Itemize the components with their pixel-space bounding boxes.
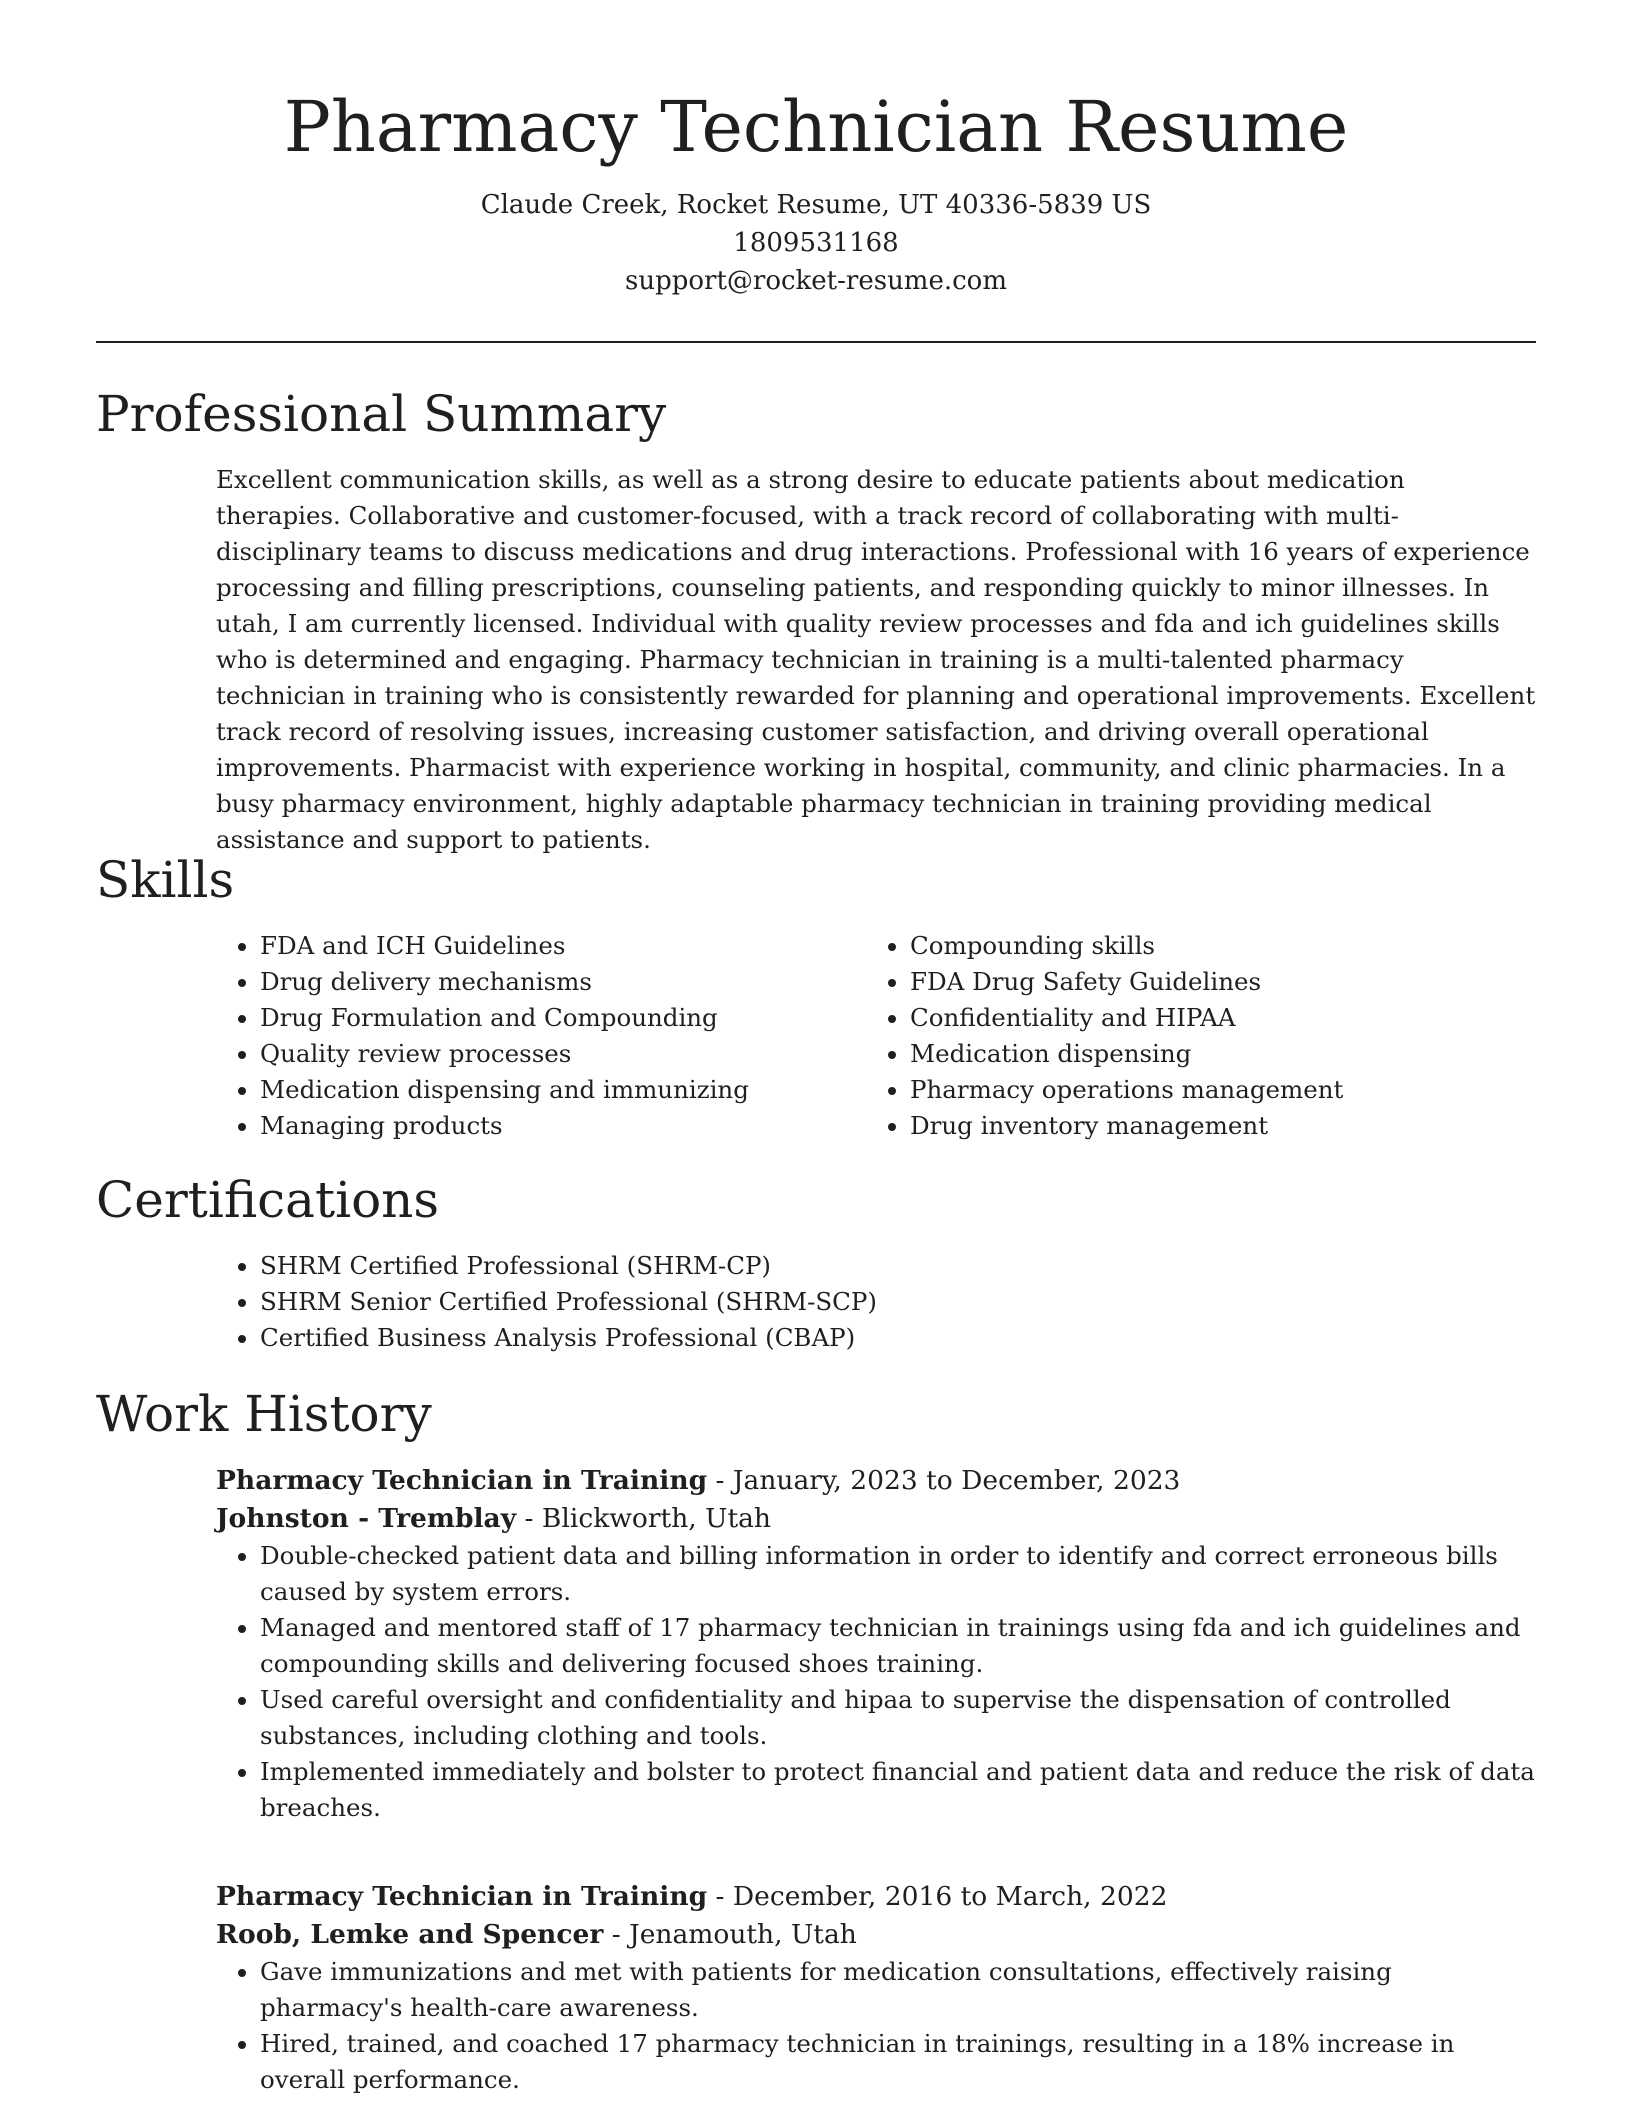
- skill-item: • Medication dispensing and immunizing: [260, 1072, 836, 1108]
- job-duty: • Managed and mentored staff of 17 pharmacy technician in trainings using fda and ich guidelines and compounding skills and delivering focused shoes training.: [260, 1610, 1536, 1682]
- certifications-section: [216, 1248, 1416, 1356]
- job-duties-list: [216, 1538, 1536, 1826]
- skill-item: • Confidentiality and HIPAA: [910, 1000, 1486, 1036]
- skill-item: • FDA Drug Safety Guidelines: [910, 964, 1486, 1000]
- skill-item: • FDA and ICH Guidelines: [260, 928, 836, 964]
- skill-item: • Drug delivery mechanisms: [260, 964, 836, 1000]
- contact-email: support@rocket-resume.com: [624, 266, 1007, 296]
- job-duty: • Implemented immediately and bolster to protect financial and patient data and reduce the risk of data breaches.: [260, 1754, 1536, 1826]
- certifications-heading: Certifications: [96, 1171, 440, 1229]
- skill-item: • Drug inventory management: [910, 1108, 1486, 1144]
- job-entry: [216, 1462, 1536, 1826]
- job-company: Johnston - Tremblay: [216, 1503, 517, 1534]
- job-duty: • Double-checked patient data and billing information in order to identify and correct erroneous bills caused by system errors.: [260, 1538, 1536, 1610]
- certification-item: • SHRM Senior Certified Professional (SHRM-SCP): [260, 1284, 1416, 1320]
- skills-list-right: [866, 928, 1486, 1144]
- header-divider: [96, 341, 1536, 343]
- certification-item: • Certified Business Analysis Professional (CBAP): [260, 1320, 1416, 1356]
- job-location: - Jenamouth, Utah: [603, 1919, 857, 1950]
- job-duty: • Used careful oversight and confidentiality and hipaa to supervise the dispensation of controlled substances, including clothing and tools.: [260, 1682, 1536, 1754]
- certification-item: • SHRM Certified Professional (SHRM-CP): [260, 1248, 1416, 1284]
- resume-title: Pharmacy Technician Resume: [283, 86, 1349, 168]
- certifications-list: [216, 1248, 1416, 1356]
- job-dates: - December, 2016 to March, 2022: [707, 1881, 1168, 1912]
- resume-header: [96, 82, 1536, 300]
- contact-phone: 1809531168: [733, 228, 899, 258]
- job-title: Pharmacy Technician in Training: [216, 1465, 708, 1496]
- job-dates: - January, 2023 to December, 2023: [707, 1465, 1181, 1496]
- work-history-heading: Work History: [96, 1385, 432, 1443]
- skills-heading: Skills: [96, 851, 235, 909]
- contact-address: Claude Creek, Rocket Resume, UT 40336-5839 US: [480, 190, 1152, 220]
- job-company: Roob, Lemke and Spencer: [216, 1919, 604, 1950]
- job-duties-list: [216, 1954, 1536, 2098]
- job-title-line: [216, 1878, 1536, 1916]
- contact-info: [96, 186, 1536, 300]
- skills-column-left: [216, 928, 836, 1144]
- skill-item: • Managing products: [260, 1108, 836, 1144]
- job-duty: • Hired, trained, and coached 17 pharmacy technician in trainings, resulting in a 18% increase in overall performance.: [260, 2026, 1536, 2098]
- job-duty: • Gave immunizations and met with patients for medication consultations, effectively raising pharmacy's health-care awareness.: [260, 1954, 1536, 2026]
- job-title-line: [216, 1462, 1536, 1500]
- skill-item: • Pharmacy operations management: [910, 1072, 1486, 1108]
- skill-item: • Quality review processes: [260, 1036, 836, 1072]
- skills-column-right: [866, 928, 1486, 1144]
- summary-text: Excellent communication skills, as well as a strong desire to educate patients about medication therapies. Collaborative and customer-focused, with a track record of collaborating with multi-disciplinary teams to discuss medications and drug interactions. Professional with 16 years of experience processing and filling prescriptions, counseling patients, and responding quickly to minor illnesses. In utah, I am currently licensed. Individual with quality review processes and fda and ich guidelines skills who is determined and engaging. Pharmacy technician in training is a multi-talented pharmacy technician in training who is consistently rewarded for planning and operational improvements. Excellent track record of resolving issues, increasing customer satisfaction, and driving overall operational improvements. Pharmacist with experience working in hospital, community, and clinic pharmacies. In a busy pharmacy environment, highly adaptable pharmacy technician in training providing medical assistance and support to patients.: [216, 465, 1536, 854]
- job-entry: [216, 1878, 1536, 2098]
- job-title: Pharmacy Technician in Training: [216, 1881, 708, 1912]
- job-location: - Blickworth, Utah: [516, 1503, 771, 1534]
- skills-list-left: [216, 928, 836, 1144]
- skill-item: • Drug Formulation and Compounding: [260, 1000, 836, 1036]
- skill-item: • Medication dispensing: [910, 1036, 1486, 1072]
- skill-item: • Compounding skills: [910, 928, 1486, 964]
- job-company-line: [216, 1500, 1536, 1538]
- summary-heading: Professional Summary: [96, 385, 667, 443]
- job-company-line: [216, 1916, 1536, 1954]
